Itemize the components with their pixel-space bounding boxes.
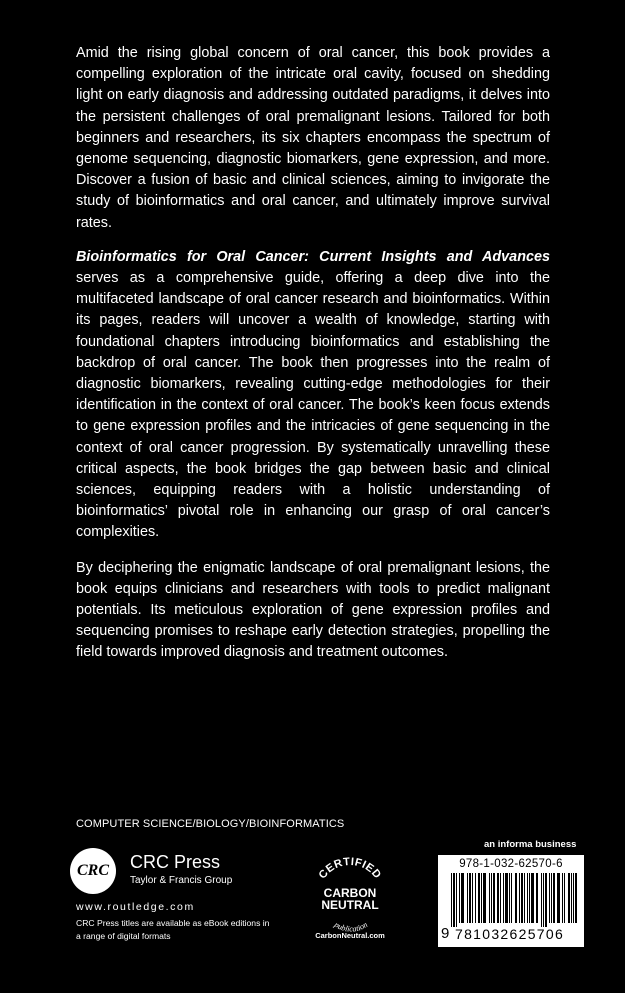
isbn-barcode [438, 855, 584, 947]
barcode-bar [497, 873, 499, 923]
barcode-bar [505, 873, 508, 923]
barcode-bar [478, 873, 480, 923]
barcode-bar [551, 873, 552, 923]
barcode-bar [469, 873, 471, 923]
blurb-paragraph-3: By deciphering the enigmatic landscape of oral premalignant lesions, the book equips clinicians and researchers with tools to predict malignant potentials. Its meticulous exploration of gene expression profiles and sequencing promises to reshape early detection strategies, propelling the field towards improved diagnosis and treatment outcomes. [76, 559, 550, 661]
barcode-bar [467, 873, 468, 923]
book-title: Bioinformatics for Oral Cancer: Current Insights and Advances [76, 248, 550, 265]
barcode-bar [564, 873, 565, 923]
barcode-bar [511, 873, 512, 923]
barcode-bar [483, 873, 486, 923]
blurb-paragraph-1: Amid the rising global concern of oral cancer, this book provides a compelling exploration of the intricate oral cavity, focused on shedding light on early diagnosis and addressing outdated paradigms, it delves into the persistent challenges of oral premalignant lesions. Tailored for both beginners and researchers, its six chapters encompass the spectrum of genome sequencing, diagnostic biomarkers, gene expression, and more. Discover a fusion of basic and clinical sciences, aiming to invigorate the study of bioinformatics and oral cancer, and ultimately improve survival rates. [76, 45, 550, 231]
barcode-bar [553, 873, 555, 923]
barcode-bar [531, 873, 534, 923]
subject-category: COMPUTER SCIENCE/BIOLOGY/BIOINFORMATICS [76, 818, 345, 830]
barcode-bar [493, 873, 495, 923]
blurb-paragraph-2 [76, 247, 550, 544]
ebook-note: CRC Press titles are available as eBook editions in a range of digital formats [76, 918, 270, 941]
barcode-bar [503, 873, 504, 923]
barcode-bar [456, 873, 457, 927]
barcode-bar [529, 873, 530, 923]
barcode-bar [541, 873, 542, 927]
seal-publication-text: publication [332, 920, 370, 934]
seal-certified-text: CERTIFIED [316, 855, 384, 882]
barcode-bar [500, 873, 501, 923]
barcode-bar [451, 873, 452, 927]
barcode-bar [459, 873, 460, 923]
barcode-bar [489, 873, 490, 923]
barcode-bar [571, 873, 572, 923]
publisher-group: Taylor & Francis Group [130, 875, 233, 886]
seal-neutral-text: NEUTRAL [321, 898, 379, 912]
barcode-bar [475, 873, 476, 923]
barcode-bar [481, 873, 482, 923]
isbn-first-digit: 9 [441, 925, 450, 942]
informa-tagline: an informa business [484, 839, 577, 850]
barcode-bar [557, 873, 560, 923]
seal-carbon-text: CARBON [323, 886, 377, 900]
barcode-bar [472, 873, 473, 923]
barcode-bar [549, 873, 550, 923]
barcode-bar [521, 873, 523, 923]
barcode-bar [536, 873, 538, 923]
svg-text:CERTIFIED [317, 856, 384, 881]
barcode-bar [527, 873, 528, 923]
barcode-bar [509, 873, 510, 923]
barcode-bar [461, 873, 464, 923]
barcode-bar [515, 873, 517, 923]
barcode-icon [438, 873, 584, 927]
crc-badge-icon: CRC [70, 848, 116, 894]
publisher-name: CRC Press [130, 852, 221, 872]
barcode-bar [491, 873, 492, 923]
barcode-bar [573, 873, 574, 923]
barcode-bar [453, 873, 455, 927]
barcode-bar [575, 873, 577, 923]
barcode-bar [543, 873, 544, 927]
isbn-number: 978-1-032-62570-6 [459, 858, 563, 870]
carbon-neutral-url: CarbonNeutral.com [315, 931, 385, 940]
blurb-paragraph-2-text: serves as a comprehensive guide, offering a deep dive into the multifaceted landscape of oral cancer research and bioinformatics. Within its pages, readers will uncover a wealth of knowledge, starting with foundational chapters introducing bioinformatics and establishing the backdrop of oral cancer. The book then progresses into the realm of diagnostic biomarkers, revealing cutting-edge methodologies for their identification in the context of oral cancer. The book’s keen focus extends to gene expression profiles and the intricacies of gene sequencing in the context of oral cancer progression. By systematically unravelling these critical aspects, the book bridges the gap between basic and clinical sciences, equipping readers with a holistic understanding of bioinformatics’ pivotal role in enhancing our grasp of oral cancer’s complexities. [76, 270, 550, 541]
back-cover-blurb [76, 43, 550, 678]
barcode-bar [524, 873, 525, 923]
barcode-bar [562, 873, 563, 923]
isbn-digits: 781032625706 [455, 926, 565, 942]
barcode-bar [519, 873, 520, 923]
barcode-bar [568, 873, 570, 923]
publisher-website: www.routledge.com [76, 901, 195, 913]
barcode-bar [545, 873, 547, 927]
